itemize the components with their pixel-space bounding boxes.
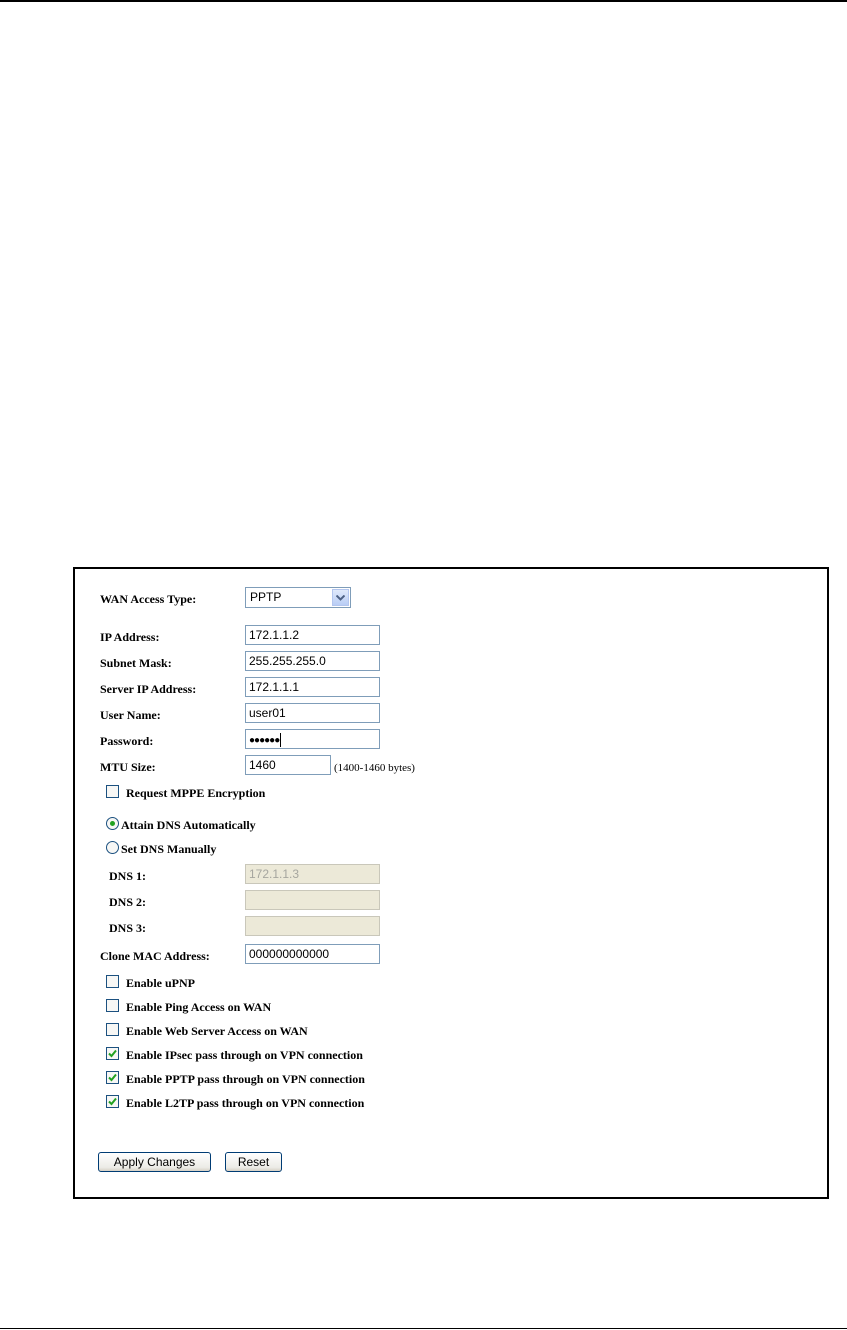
pptp-passthrough-checkbox[interactable] bbox=[106, 1071, 119, 1084]
check-icon bbox=[108, 1073, 117, 1082]
server-ip-input[interactable]: 172.1.1.1 bbox=[245, 677, 380, 697]
ping-access-label: Enable Ping Access on WAN bbox=[126, 1000, 272, 1014]
password-label: Password: bbox=[100, 734, 154, 748]
reset-button[interactable]: Reset bbox=[225, 1152, 282, 1172]
mppe-checkbox[interactable] bbox=[106, 785, 119, 798]
ip-address-label: IP Address: bbox=[100, 630, 160, 644]
l2tp-passthrough-label: Enable L2TP pass through on VPN connection bbox=[126, 1096, 365, 1110]
dns1-label: DNS 1: bbox=[109, 869, 147, 883]
check-icon bbox=[108, 1097, 117, 1106]
subnet-mask-input[interactable]: 255.255.255.0 bbox=[245, 651, 380, 671]
mtu-range-hint: (1400-1460 bytes) bbox=[334, 762, 415, 774]
text-caret bbox=[280, 733, 281, 747]
wan-access-type-select[interactable] bbox=[245, 587, 351, 608]
apply-changes-button[interactable]: Apply Changes bbox=[98, 1152, 211, 1172]
ping-access-checkbox[interactable] bbox=[106, 999, 119, 1012]
top-rule bbox=[0, 0, 847, 2]
dns-manual-label: Set DNS Manually bbox=[121, 842, 217, 856]
dns3-input[interactable] bbox=[245, 916, 380, 936]
ipsec-passthrough-label: Enable IPsec pass through on VPN connection bbox=[126, 1048, 363, 1062]
bottom-rule bbox=[0, 1328, 847, 1329]
password-input[interactable] bbox=[245, 729, 380, 749]
password-mask: ●●●●●● bbox=[249, 735, 280, 746]
dns-auto-radio[interactable] bbox=[106, 817, 119, 830]
clone-mac-input[interactable]: 000000000000 bbox=[245, 944, 380, 964]
wan-access-type-label: WAN Access Type: bbox=[100, 592, 197, 606]
l2tp-passthrough-checkbox[interactable] bbox=[106, 1095, 119, 1108]
ip-address-input[interactable]: 172.1.1.2 bbox=[245, 625, 380, 645]
dns2-label: DNS 2: bbox=[109, 895, 147, 909]
wan-settings-panel bbox=[73, 567, 829, 1199]
server-ip-label: Server IP Address: bbox=[100, 682, 197, 696]
dns3-label: DNS 3: bbox=[109, 921, 147, 935]
pptp-passthrough-label: Enable PPTP pass through on VPN connection bbox=[126, 1072, 365, 1086]
dns-manual-radio[interactable] bbox=[106, 841, 119, 854]
mtu-size-input[interactable]: 1460 bbox=[245, 755, 331, 775]
chevron-down-icon[interactable] bbox=[332, 589, 349, 606]
user-name-input[interactable]: user01 bbox=[245, 703, 380, 723]
mtu-size-label: MTU Size: bbox=[100, 760, 156, 774]
wan-access-type-value: PPTP bbox=[250, 590, 282, 604]
dns2-input[interactable] bbox=[245, 890, 380, 910]
subnet-mask-label: Subnet Mask: bbox=[100, 656, 172, 670]
dns-auto-label: Attain DNS Automatically bbox=[121, 818, 256, 832]
web-server-access-checkbox[interactable] bbox=[106, 1023, 119, 1036]
dns1-input[interactable]: 172.1.1.3 bbox=[245, 864, 380, 884]
user-name-label: User Name: bbox=[100, 708, 161, 722]
clone-mac-label: Clone MAC Address: bbox=[100, 949, 210, 963]
mppe-label: Request MPPE Encryption bbox=[126, 786, 266, 800]
ipsec-passthrough-checkbox[interactable] bbox=[106, 1047, 119, 1060]
upnp-checkbox[interactable] bbox=[106, 975, 119, 988]
radio-selected-dot bbox=[110, 821, 115, 826]
check-icon bbox=[108, 1049, 117, 1058]
upnp-label: Enable uPNP bbox=[126, 976, 196, 990]
web-server-access-label: Enable Web Server Access on WAN bbox=[126, 1024, 308, 1038]
